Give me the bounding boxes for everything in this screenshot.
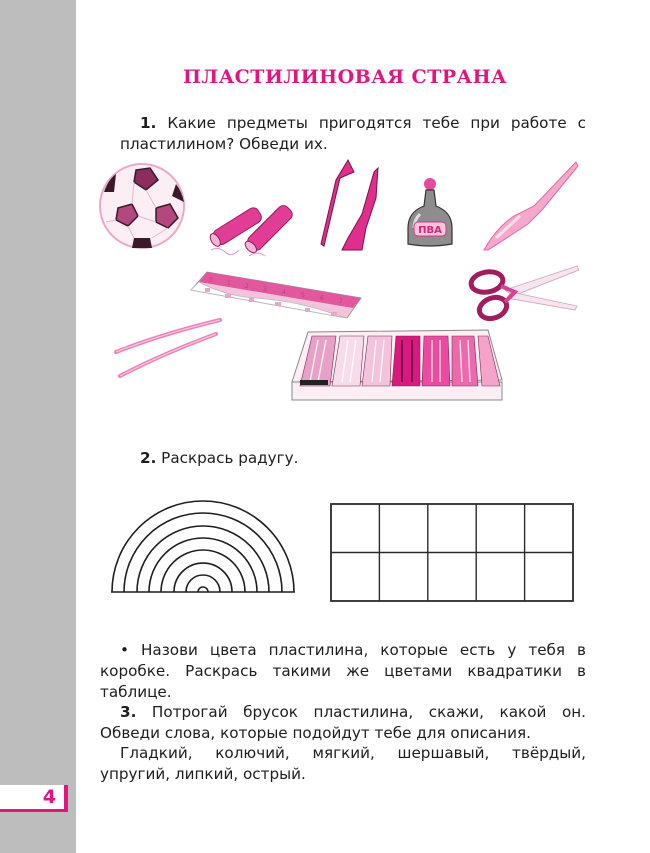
svg-text:0: 0 xyxy=(209,277,213,284)
bullet-instruction: Назови цвета пластилина, которые есть у тебя в коробке. Раскрась такими же цветами квадратики в таблице. xyxy=(100,641,586,701)
task-1-text xyxy=(120,113,586,155)
task-2-text xyxy=(120,448,586,469)
task-3-question: Потрогай брусок пластилина, скажи, какой он. Обведи слова, которые подойдут тебе для описания. xyxy=(100,703,586,742)
svg-text:7: 7 xyxy=(339,298,343,305)
page-number-box xyxy=(0,785,68,812)
task-3-text xyxy=(100,702,586,744)
task-1-question: Какие предметы пригодятся тебе при работе с пластилином? Обведи их. xyxy=(120,114,587,153)
plastic-knife-image[interactable] xyxy=(480,158,580,253)
bullet-text xyxy=(100,640,586,703)
task-2-number: 2. xyxy=(140,449,157,467)
task-1-number: 1. xyxy=(140,114,157,132)
scissors-image[interactable] xyxy=(465,262,580,324)
svg-text:3: 3 xyxy=(263,286,267,293)
plasticine-box-image[interactable] xyxy=(288,328,506,404)
descriptive-words[interactable]: Гладкий, колючий, мягкий, шершавый, твёрдый, упругий, липкий, острый. xyxy=(100,744,586,783)
ruler-image[interactable] xyxy=(185,268,365,323)
rainbow-outline[interactable] xyxy=(110,494,296,596)
task-2-question: Раскрась радугу. xyxy=(161,449,299,467)
soccer-ball-image[interactable] xyxy=(98,162,186,250)
page-side-band xyxy=(0,0,76,853)
svg-text:5: 5 xyxy=(301,292,305,299)
clay-rolls-image[interactable] xyxy=(205,190,300,260)
glue-label: ПВА xyxy=(418,225,442,236)
glue-bottle-image[interactable] xyxy=(406,176,454,248)
color-grid[interactable] xyxy=(330,503,574,603)
svg-text:6: 6 xyxy=(320,295,324,302)
task-3-words[interactable] xyxy=(100,743,586,785)
knitting-needles-image[interactable] xyxy=(112,318,222,378)
svg-text:4: 4 xyxy=(282,289,286,296)
svg-text:2: 2 xyxy=(245,283,249,290)
modelling-stacks-image[interactable] xyxy=(318,158,388,253)
page-number: 4 xyxy=(42,786,56,808)
svg-text:1: 1 xyxy=(227,280,231,287)
task-3-number: 3. xyxy=(120,703,137,721)
page-title: ПЛАСТИЛИНОВАЯ СТРАНА xyxy=(182,66,508,88)
bullet-marker: • xyxy=(120,641,129,659)
